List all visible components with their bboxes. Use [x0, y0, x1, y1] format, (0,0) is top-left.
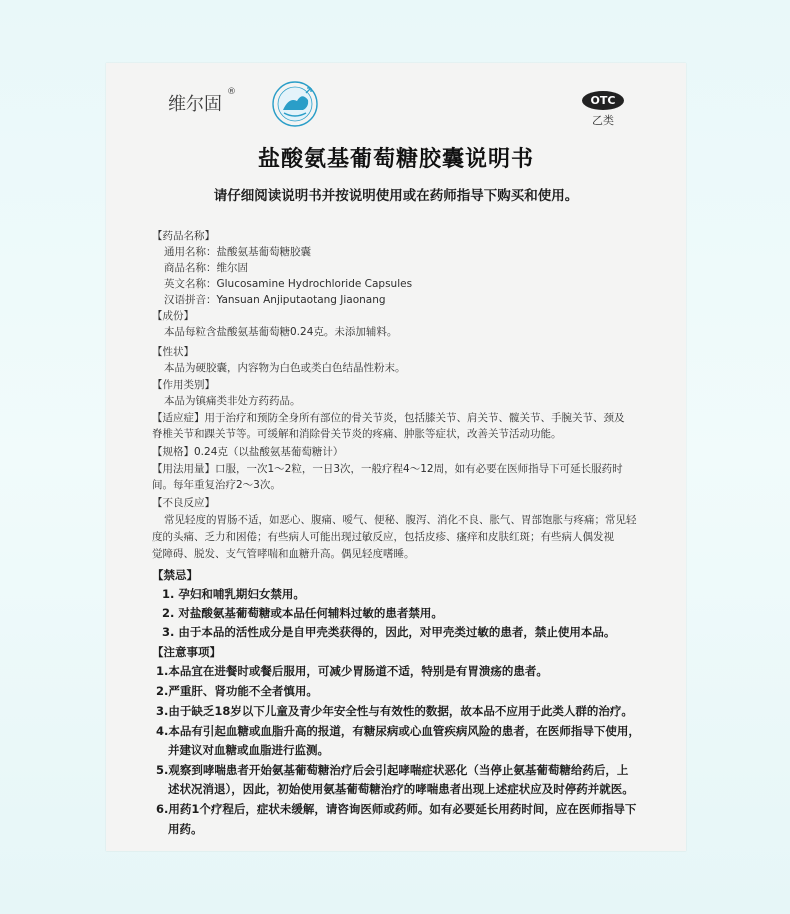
text-line: 常见轻度的胃肠不适，如恶心、腹痛、嗳气、便秘、腹泻、消化不良、胀气、胃部饱胀与疼痛；常见轻: [164, 514, 637, 526]
section-heading: 【不良反应】: [152, 497, 215, 509]
text-line: 述状况消退），因此，初始使用氨基葡萄糖治疗的哮喘患者出现上述症状应及时停药并就医。: [168, 782, 634, 796]
text-line: 2.严重肝、肾功能不全者慎用。: [156, 684, 318, 698]
otc-badge: [582, 91, 624, 128]
section-heading: 【成份】: [152, 310, 194, 322]
text-line: 用药。: [168, 822, 203, 836]
text-line: 并建议对血糖或血脂进行监测。: [168, 743, 329, 757]
text-line: 【规格】0.24克（以盐酸氨基葡萄糖计）: [152, 446, 344, 458]
section-heading: 【性状】: [152, 346, 194, 358]
text-line: 4.本品有引起血糖或血脂升高的报道，有糖尿病或心血管疾病风险的患者，在医师指导下使用，: [156, 724, 640, 738]
document-subtitle: 请仔细阅读说明书并按说明使用或在药师指导下购买和使用。: [213, 188, 579, 204]
text-line: 汉语拼音：Yansuan Anjiputaotang Jiaonang: [164, 294, 386, 306]
otc-class: 乙类: [592, 114, 614, 127]
section-heading: 【药品名称】: [152, 230, 215, 242]
text-line: 觉障碍、脱发、支气管哮喘和血糖升高。偶见轻度嗜睡。: [152, 548, 415, 560]
text-line: 【用法用量】口服，一次1～2粒，一日3次，一般疗程4～12周，如有必要在医师指导下可延长服药时: [152, 463, 623, 475]
text-line: 脊椎关节和踝关节等。可缓解和消除骨关节炎的疼痛、肿胀等症状，改善关节活动功能。: [152, 428, 562, 440]
document-title: 盐酸氨基葡萄糖胶囊说明书: [257, 147, 534, 172]
text-line: 6.用药1个疗程后，症状未缓解，请咨询医师或药师。如有必要延长用药时间，应在医师指导下: [156, 802, 637, 816]
emblem-logo-icon: [270, 77, 320, 129]
text-line: 本品每粒含盐酸氨基葡萄糖0.24克。未添加辅料。: [164, 326, 398, 338]
text-line: 5.观察到哮喘患者开始氨基葡萄糖治疗后会引起哮喘症状恶化（当停止氨基葡萄糖给药后，上: [156, 763, 629, 777]
text-line: 度的头痛、乏力和困倦；有些病人可能出现过敏反应，包括皮疹、瘙痒和皮肤红斑；有些病人偶发视: [152, 531, 614, 543]
text-line: 英文名称：Glucosamine Hydrochloride Capsules: [164, 278, 413, 290]
section-heading: 【作用类别】: [152, 379, 215, 391]
text-line: 本品为硬胶囊，内容物为白色或类白色结晶性粉末。: [164, 362, 406, 374]
instruction-leaflet: [106, 63, 686, 851]
section-heading: 【禁忌】: [152, 568, 198, 582]
text-line: 3. 由于本品的活性成分是自甲壳类获得的，因此，对甲壳类过敏的患者，禁止使用本品。: [162, 625, 616, 639]
otc-label: OTC: [582, 91, 624, 110]
section-heading: 【注意事项】: [152, 645, 221, 659]
text-line: 3.由于缺乏18岁以下儿童及青少年安全性与有效性的数据，故本品不应用于此类人群的治疗。: [156, 704, 633, 718]
text-line: 商品名称：维尔固: [164, 262, 248, 274]
text-line: 【适应症】用于治疗和预防全身所有部位的骨关节炎，包括膝关节、肩关节、髋关节、手腕关节、颈及: [152, 412, 625, 424]
text-line: 2. 对盐酸氨基葡萄糖或本品任何辅料过敏的患者禁用。: [162, 606, 443, 620]
registered-mark: ®: [227, 87, 236, 97]
text-line: 1.本品宜在进餐时或餐后服用，可减少胃肠道不适，特别是有胃溃疡的患者。: [156, 664, 548, 678]
text-line: 1. 孕妇和哺乳期妇女禁用。: [162, 587, 305, 601]
text-line: 间。每年重复治疗2～3次。: [152, 479, 281, 491]
brand-name: 维尔固: [168, 94, 222, 115]
text-line: 本品为镇痛类非处方药药品。: [164, 395, 301, 407]
text-line: 通用名称：盐酸氨基葡萄糖胶囊: [164, 246, 311, 258]
